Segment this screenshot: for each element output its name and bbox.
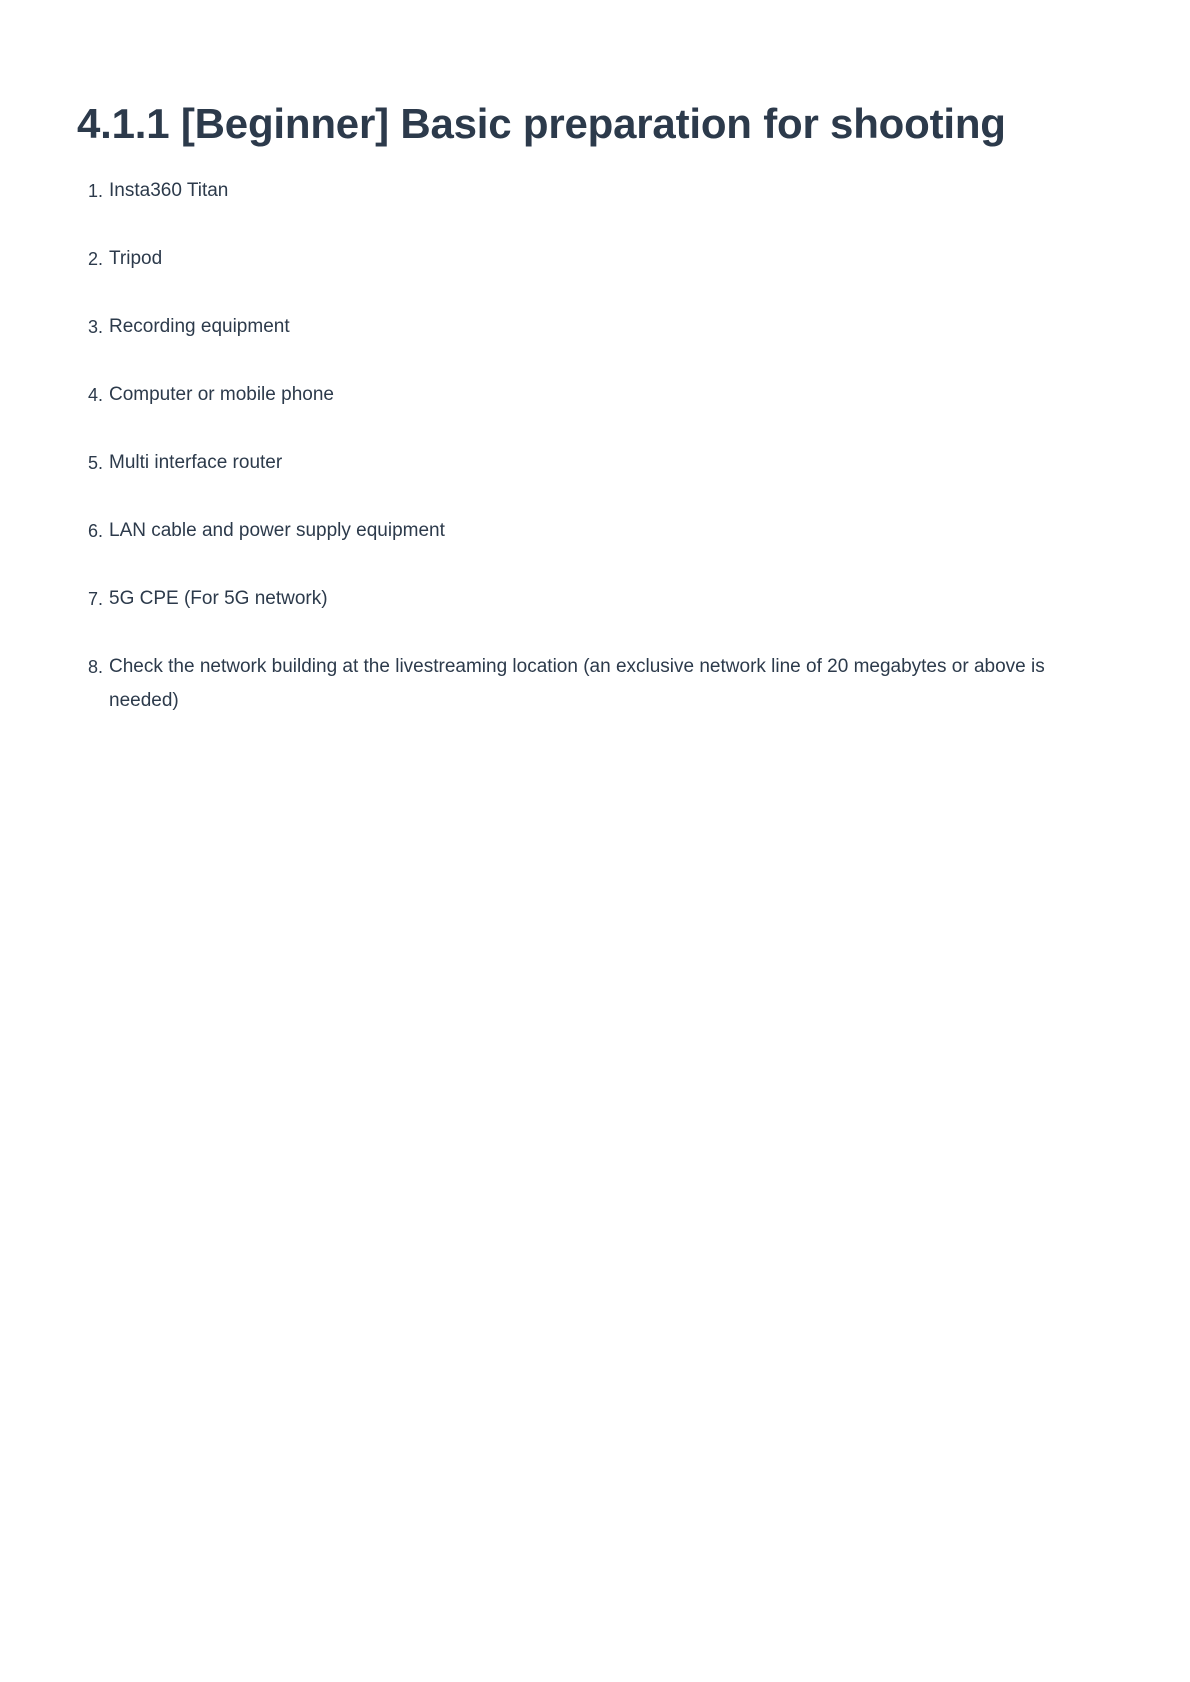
list-item-number: 7. bbox=[87, 589, 103, 609]
list-item-text: Recording equipment bbox=[109, 316, 290, 337]
page-title: 4.1.1 [Beginner] Basic preparation for shooting bbox=[77, 100, 1006, 147]
list-item-number: 1. bbox=[87, 181, 103, 201]
list-item-text: Tripod bbox=[109, 248, 163, 269]
list-item-number: 6. bbox=[87, 521, 103, 541]
list-item bbox=[77, 446, 1080, 480]
list-item-number: 3. bbox=[87, 317, 103, 337]
list-item bbox=[77, 514, 1080, 548]
list-item-number: 4. bbox=[87, 385, 103, 405]
list-item-text: Computer or mobile phone bbox=[109, 384, 334, 405]
list-item-text: Check the network building at the livestreaming location (an exclusive network line of 20 megabytes or above is needed) bbox=[109, 656, 1045, 711]
list-item bbox=[77, 650, 1080, 718]
preparation-list bbox=[77, 174, 1080, 718]
list-item-number: 5. bbox=[87, 453, 103, 473]
list-item-text: 5G CPE (For 5G network) bbox=[109, 588, 328, 609]
list-item-number: 2. bbox=[87, 249, 103, 269]
list-item bbox=[77, 310, 1080, 344]
list-item-number: 8. bbox=[87, 657, 103, 677]
list-item bbox=[77, 174, 1080, 208]
list-item bbox=[77, 582, 1080, 616]
list-item-text: Multi interface router bbox=[109, 452, 283, 473]
list-item bbox=[77, 242, 1080, 276]
list-item-text: LAN cable and power supply equipment bbox=[109, 520, 445, 541]
list-item bbox=[77, 378, 1080, 412]
list-item-text: Insta360 Titan bbox=[109, 180, 229, 201]
